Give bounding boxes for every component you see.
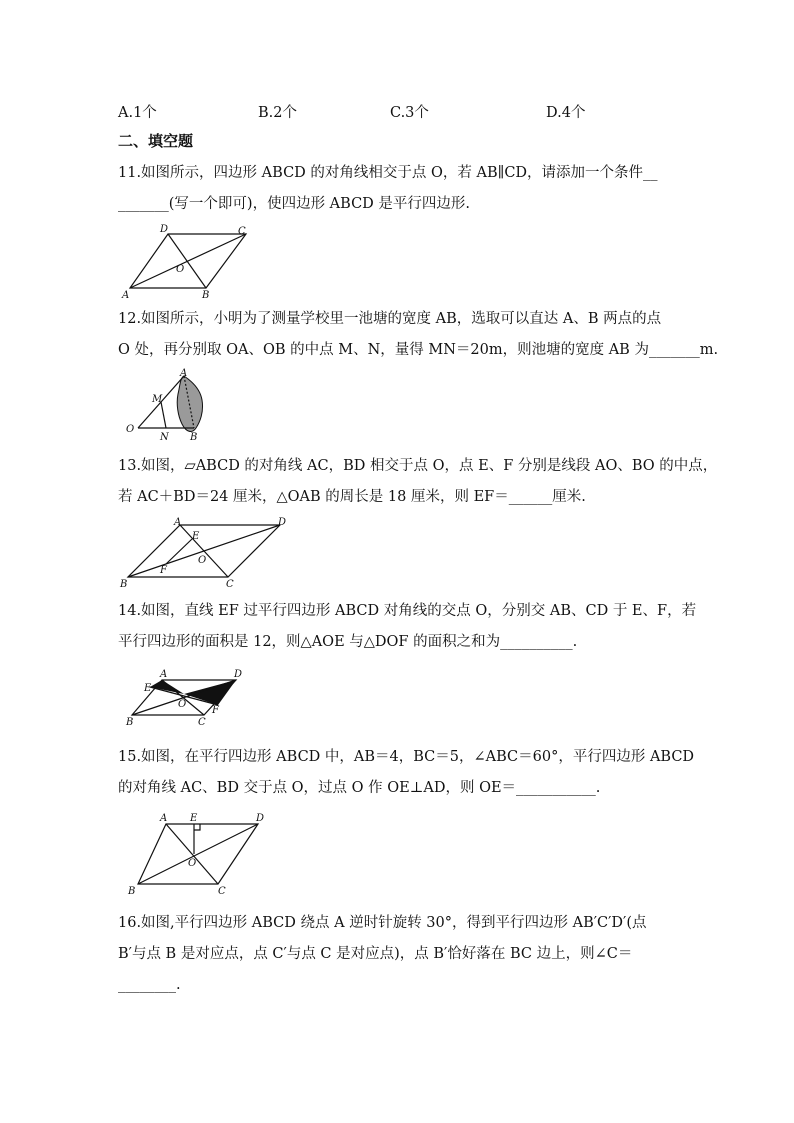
q12-line2: O 处，再分别取 OA、OB 的中点 M、N，量得 MN＝20m，则池塘的宽度 AB 为_______m. bbox=[118, 342, 719, 358]
q12-label-a: A bbox=[180, 368, 188, 379]
q12-label-n: N bbox=[160, 432, 169, 443]
q11-label-a: A bbox=[122, 290, 130, 301]
q11-figure bbox=[118, 222, 258, 302]
q12-line1: 12.如图所示，小明为了测量学校里一池塘的宽度 AB，选取可以直达 A、B 两点的点 bbox=[118, 311, 662, 327]
q14-label-b: B bbox=[126, 717, 134, 728]
q12-figure bbox=[118, 366, 218, 444]
q12-label-m: M bbox=[152, 394, 163, 405]
q14-label-d: D bbox=[234, 669, 243, 680]
q16-line3: ________. bbox=[118, 977, 181, 993]
q15-label-o: O bbox=[188, 858, 197, 869]
q16-line2: B′与点 B 是对应点，点 C′与点 C 是对应点)，点 B′恰好落在 BC 边上，则∠C＝ bbox=[118, 946, 633, 962]
q13-label-d: D bbox=[278, 517, 287, 528]
q12-label-o: O bbox=[126, 424, 135, 435]
q15-figure bbox=[118, 808, 278, 898]
q15-line2: 的对角线 AC、BD 交于点 O，过点 O 作 OE⊥AD，则 OE＝___________. bbox=[118, 780, 601, 796]
q13-label-e: E bbox=[192, 531, 200, 542]
q14-label-f: F bbox=[212, 705, 219, 716]
q13-line2: 若 AC＋BD＝24 厘米，△OAB 的周长是 18 厘米，则 EF＝______厘米. bbox=[118, 489, 586, 505]
q13-label-f: F bbox=[160, 565, 167, 576]
option-c: C.3个 bbox=[390, 105, 429, 121]
q14-line1: 14.如图，直线 EF 过平行四边形 ABCD 对角线的交点 O，分别交 AB、CD 于 E、F，若 bbox=[118, 603, 697, 619]
q12-label-b: B bbox=[190, 432, 198, 443]
q14-figure bbox=[118, 667, 258, 731]
option-b: B.2个 bbox=[258, 105, 297, 121]
option-d: D.4个 bbox=[546, 105, 586, 121]
q13-line1: 13.如图，▱ABCD 的对角线 AC，BD 相交于点 O，点 E、F 分别是线段 AO、BO 的中点， bbox=[118, 458, 718, 474]
q13-label-o: O bbox=[198, 555, 207, 566]
q13-label-b: B bbox=[120, 579, 128, 590]
q16-line1: 16.如图,平行四边形 ABCD 绕点 A 逆时针旋转 30°，得到平行四边形 AB′C′D′(点 bbox=[118, 915, 647, 931]
q15-label-e: E bbox=[190, 813, 198, 824]
q13-figure bbox=[118, 515, 298, 591]
q14-label-a: A bbox=[160, 669, 168, 680]
q13-label-a: A bbox=[174, 517, 182, 528]
q15-label-a: A bbox=[160, 813, 168, 824]
q14-line2: 平行四边形的面积是 12，则△AOE 与△DOF 的面积之和为__________. bbox=[118, 634, 578, 650]
option-a: A.1个 bbox=[118, 105, 157, 121]
q11-label-o: O bbox=[176, 264, 185, 275]
q11-line2: _______(写一个即可)，使四边形 ABCD 是平行四边形. bbox=[118, 196, 471, 212]
q15-label-d: D bbox=[256, 813, 265, 824]
q11-label-b: B bbox=[202, 290, 210, 301]
q15-label-b: B bbox=[128, 886, 136, 897]
q13-label-c: C bbox=[226, 579, 234, 590]
q15-line1: 15.如图，在平行四边形 ABCD 中，AB＝4，BC＝5，∠ABC＝60°，平行四边形 ABCD bbox=[118, 749, 695, 765]
section-title: 二、填空题 bbox=[118, 132, 194, 150]
q14-label-c: C bbox=[198, 717, 206, 728]
q11-label-d: D bbox=[160, 224, 169, 235]
q11-label-c: C bbox=[238, 226, 246, 237]
q14-label-o: O bbox=[178, 699, 187, 710]
q15-label-c: C bbox=[218, 886, 226, 897]
q14-label-e: E bbox=[144, 683, 152, 694]
q11-line1: 11.如图所示，四边形 ABCD 的对角线相交于点 O，若 AB∥CD，请添加一个条件__ bbox=[118, 165, 658, 181]
